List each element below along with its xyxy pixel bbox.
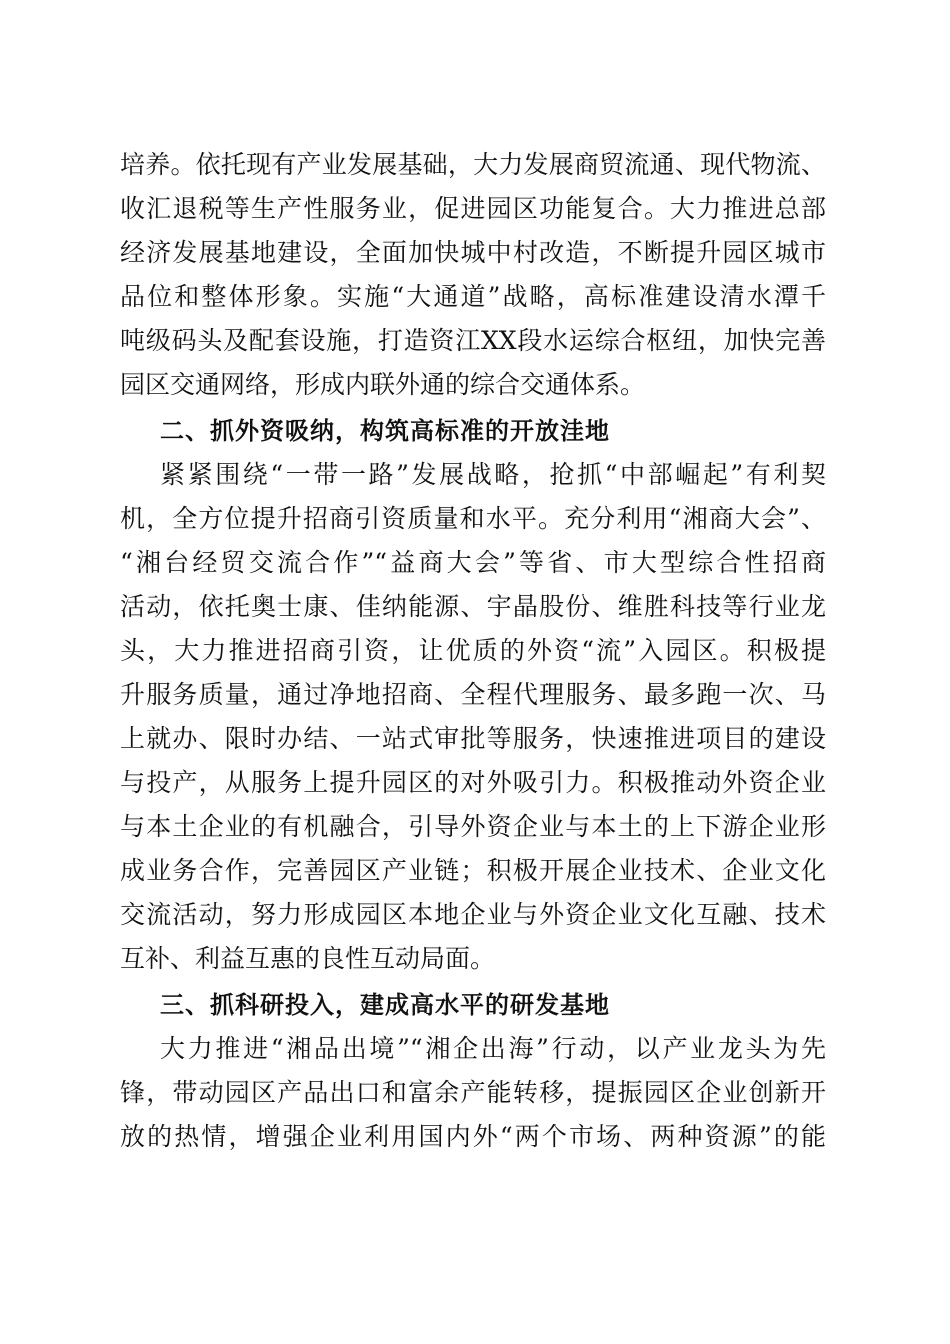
paragraph-line: 培养。依托现有产业发展基础，大力发展商贸流通、现代物流、 [120,150,826,179]
paragraph-line: 机，全方位提升招商引资质量和水平。充分利用“湘商大会”、 [120,504,826,533]
paragraph-line: 互补、利益互惠的良性互动局面。 [120,944,496,973]
paragraph-line: 上就办、限时办结、一站式审批等服务，快速推进项目的建设 [120,724,826,753]
paragraph-line: 大力推进“湘品出境”“湘企出海”行动，以产业龙头为先 [160,1034,826,1063]
paragraph-line: 锋，带动园区产品出口和富余产能转移，提振园区企业创新开 [120,1078,826,1107]
paragraph-line: 紧紧围绕“一带一路”发展战略，抢抓“中部崛起”有利契 [160,460,827,489]
paragraph-line: 吨级码头及配套设施，打造资江XX段水运综合枢纽，加快完善 [120,326,826,355]
section-heading: 二、抓外资吸纳，构筑高标准的开放洼地 [160,417,610,445]
paragraph-line: 园区交通网络，形成内联外通的综合交通体系。 [120,370,646,399]
section-heading: 三、抓科研投入，建成高水平的研发基地 [160,991,610,1019]
paragraph-line: 头，大力推进招商引资，让优质的外资“流”入园区。积极提 [120,636,826,665]
paragraph-line: 升服务质量，通过净地招商、全程代理服务、最多跑一次、马 [120,680,826,709]
paragraph-line: 放的热情，增强企业利用国内外“两个市场、两种资源”的能 [120,1122,826,1151]
paragraph-line: 成业务合作，完善园区产业链；积极开展企业技术、企业文化 [120,856,826,885]
paragraph-line: 活动，依托奥士康、佳纳能源、宇晶股份、维胜科技等行业龙 [120,592,826,621]
paragraph-line: 收汇退税等生产性服务业，促进园区功能复合。大力推进总部 [120,194,826,223]
paragraph-line: 与本土企业的有机融合，引导外资企业与本土的上下游企业形 [120,812,826,841]
paragraph-line: “湘台经贸交流合作”“益商大会”等省、市大型综合性招商 [120,548,826,577]
paragraph-line: 经济发展基地建设，全面加快城中村改造，不断提升园区城市 [120,238,826,267]
paragraph-line: 交流活动，努力形成园区本地企业与外资企业文化互融、技术 [120,900,826,929]
paragraph-line: 与投产，从服务上提升园区的对外吸引力。积极推动外资企业 [120,768,826,797]
paragraph-line: 品位和整体形象。实施“大通道”战略，高标准建设清水潭千 [120,282,826,311]
